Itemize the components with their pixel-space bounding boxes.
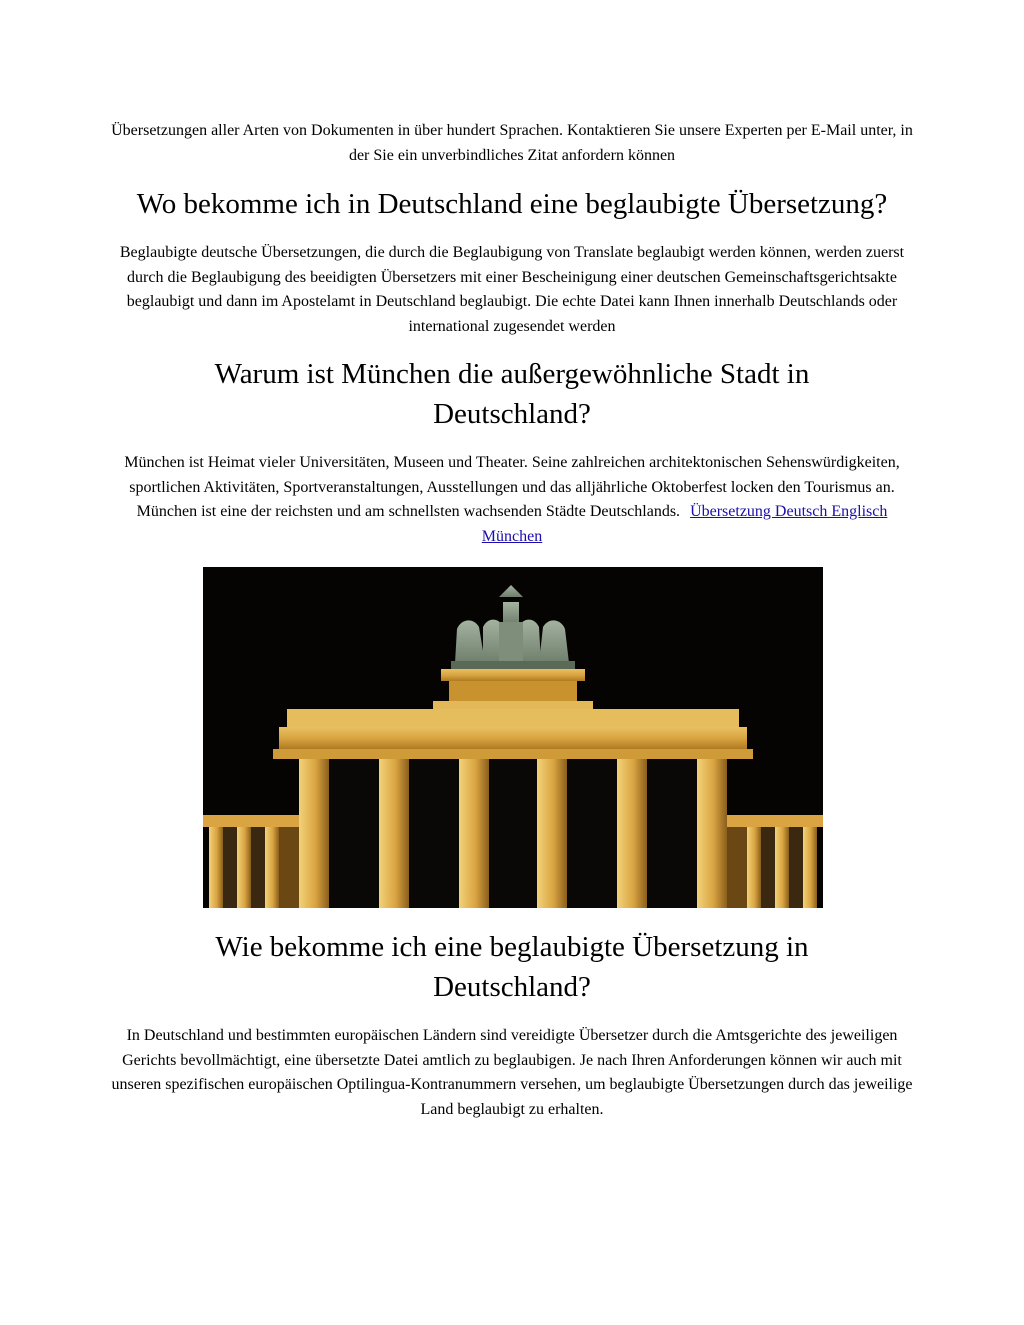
intro-paragraph: Übersetzungen aller Arten von Dokumenten in über hundert Sprachen. Kontaktieren Sie unsere Experten per E-Mail unter, in der Sie ein unverbindliches Zitat anfordern können — [111, 122, 913, 164]
heading-warum-muenchen: Warum ist München die außergewöhnliche Stadt in Deutschland? — [214, 358, 810, 430]
paragraph-vereidigte-uebersetzer: In Deutschland und bestimmten europäischen Ländern sind vereidigte Übersetzer durch die Amtsgerichte des jeweiligen Gerichts bevollmächtigt, eine übersetzte Datei amtlich zu beglaubigen. Je nach Ihren Anforderungen können wir auch mit unseren spezifischen europäischen Optilingua-Kontranummern versehen, um beglaubigte Übersetzungen durch das jeweilige Land beglaubigt zu erhalten. — [111, 1027, 913, 1118]
heading-wie-bekomme: Wie bekomme ich eine beglaubigte Übersetzung in Deutschland? — [215, 931, 809, 1003]
paragraph-beglaubigte-uebersetzungen: Beglaubigte deutsche Übersetzungen, die durch die Beglaubigung von Translate beglaubigt werden können, werden zuerst durch die Beglaubigung des beeidigten Übersetzers mit einer Bescheinigung einer deutschen Gemeinschaftsgerichtsakte beglaubigt und dann im Apostelamt in Deutschland beglaubigt. Die echte Datei kann Ihnen innerhalb Deutschlands oder international zugesendet werden — [119, 244, 905, 335]
paragraph-muenchen-text: München ist Heimat vieler Universitäten, Museen und Theater. Seine zahlreichen architektonischen Sehenswürdigkeiten, sportlichen Aktivitäten, Sportveranstaltungen, Ausstellungen und das alljährliche Oktoberfest locken den Tourismus an. München ist eine der reichsten und am schnellsten wachsenden Städte Deutschlands. — [124, 454, 900, 520]
brandenburg-gate-illustration — [203, 567, 823, 908]
gate-right-wing — [727, 815, 823, 908]
gate-attic — [433, 669, 593, 709]
gate-entablature — [273, 709, 753, 759]
heading-wo-bekomme: Wo bekomme ich in Deutschland eine beglaubigte Übersetzung? — [136, 188, 888, 220]
gate-left-wing — [203, 815, 299, 908]
uebersetzung-link[interactable]: Übersetzung Deutsch Englisch München — [481, 503, 888, 545]
paragraph-muenchen — [110, 451, 914, 549]
gate-columns — [299, 759, 727, 908]
brandenburg-gate-photo — [203, 567, 823, 908]
